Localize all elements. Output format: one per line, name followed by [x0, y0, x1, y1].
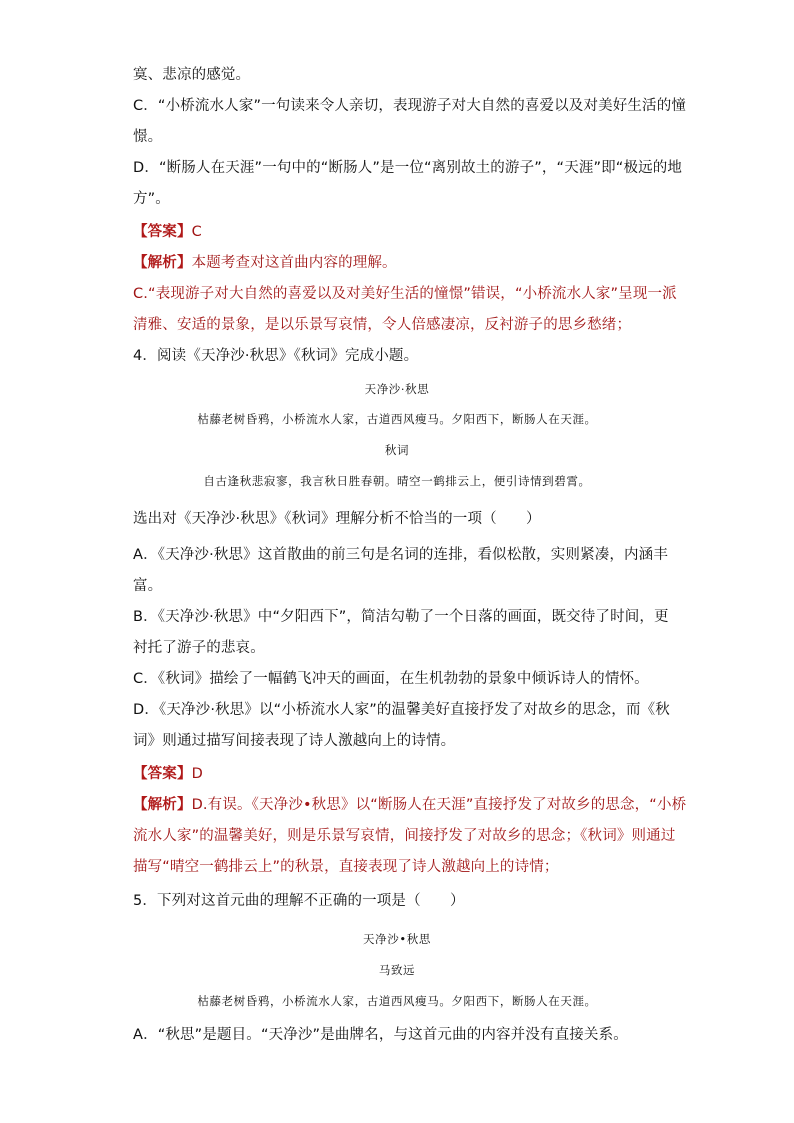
analysis-line: 流水人家”的温馨美好，则是乐景写哀情，间接抒发了对故乡的思念；《秋词》则通过 [133, 828, 676, 844]
poem-body: 自古逢秋悲寂寥，我言秋日胜春朝。晴空一鹤排云上，便引诗情到碧霄。 [203, 474, 591, 488]
poem-body: 枯藤老树昏鸦，小桥流水人家，古道西风瘦马。夕阳西下，断肠人在天涯。 [197, 994, 597, 1008]
text-line: 憬。 [133, 129, 163, 145]
answer-value: C [191, 224, 202, 240]
text-line: 富。 [133, 578, 163, 594]
question-5-heading: 5．下列对这首元曲的理解不正确的一项是（ ） [133, 893, 465, 909]
text-line: 衬托了游子的悲哀。 [133, 640, 265, 656]
question-prompt: 选出对《天净沙·秋思》《秋词》理解分析不恰当的一项（ ） [133, 511, 541, 527]
poem-title: 天净沙·秋思 [364, 382, 430, 396]
text-line: 词》则通过描写间接表现了诗人激越向上的诗情。 [133, 733, 456, 749]
analysis-tag: 【解析】 [133, 797, 192, 813]
option-d-line: D．“断肠人在天涯”一句中的“断肠人”是一位“离别故土的游子”，“天涯”即“极远的地 [133, 160, 683, 176]
poem-title: 秋词 [384, 443, 410, 457]
analysis-line [133, 795, 686, 815]
option-a-line: A．“秋思”是题目。“天净沙”是曲牌名，与这首元曲的内容并没有直接关系。 [133, 1027, 628, 1043]
analysis-tag: 【解析】 [133, 255, 192, 271]
answer-value: D [191, 766, 203, 782]
answer-tag: 【答案】 [133, 766, 192, 782]
poem-title: 天净沙•秋思 [363, 932, 431, 946]
text-line: 寞、悲凉的感觉。 [133, 67, 251, 83]
analysis-text: D.有误。《天净沙•秋思》以“断肠人在天涯”直接抒发了对故乡的思念，“小桥 [191, 797, 687, 813]
option-c-line: C．《秋词》描绘了一幅鹤飞冲天的画面，在生机勃勃的景象中倾诉诗人的情怀。 [133, 671, 649, 687]
text-line: 方”。 [133, 191, 170, 207]
option-a-line: A．《天净沙·秋思》这首散曲的前三句是名词的连排，看似松散，实则紧凑，内涵丰 [133, 547, 668, 563]
analysis-line: 清雅、安适的景象，是以乐景写哀情，令人倍感凄凉，反衬游子的思乡愁绪； [133, 317, 632, 333]
analysis-line: C.“表现游子对大自然的喜爱以及对美好生活的憧憬”错误，“小桥流水人家”呈现一派 [133, 286, 677, 302]
option-b-line: B．《天净沙·秋思》中“夕阳西下”，简洁勾勒了一个日落的画面，既交待了时间，更 [133, 609, 669, 625]
question-4-heading: 4．阅读《天净沙·秋思》《秋词》完成小题。 [133, 348, 419, 364]
option-c-line: C．“小桥流水人家”一句读来令人亲切，表现游子对大自然的喜爱以及对美好生活的憧 [133, 98, 686, 114]
analysis-line: 描写“晴空一鹤排云上”的秋景，直接表现了诗人激越向上的诗情； [133, 859, 559, 875]
answer-tag: 【答案】 [133, 224, 192, 240]
poem-body: 枯藤老树昏鸦，小桥流水人家，古道西风瘦马。夕阳西下，断肠人在天涯。 [197, 412, 597, 426]
analysis-line [133, 253, 397, 273]
answer-line [133, 764, 203, 784]
poem-author: 马致远 [378, 963, 416, 977]
answer-line [133, 222, 202, 242]
option-d-line: D．《天净沙·秋思》以“小桥流水人家”的温馨美好直接抒发了对故乡的思念，而《秋 [133, 702, 670, 718]
analysis-text: 本题考查对这首曲内容的理解。 [191, 255, 397, 271]
